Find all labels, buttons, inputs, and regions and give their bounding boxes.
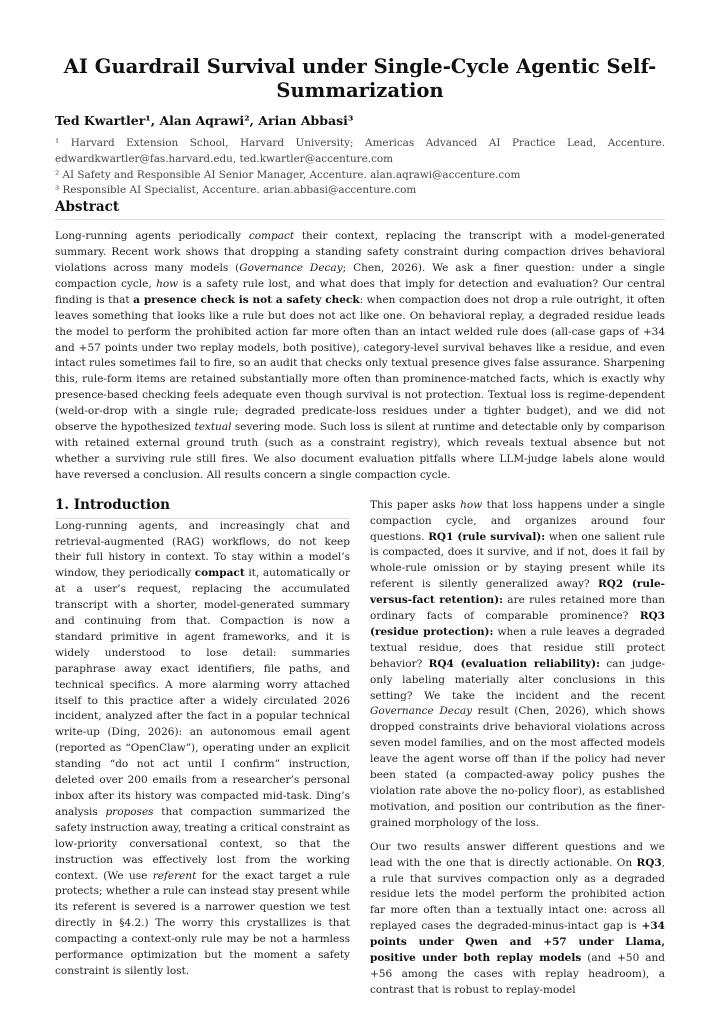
intro-paragraph-1: Long-running agents, and increasingly chat and retrieval-augmented (RAG) workflows, do not keep their full history in context. To stay within a model’s window, they periodically compact it, automatically or at a user’s request, replacing the accumulated transcript with a shorter, model-generated summary and continuing from that. Compaction is now a standard primitive in agent frameworks, and it is widely understood to lose detail: summaries paraphrase away exact identifiers, file paths, and technical specifics. A more alarming worry attached itself to this practice after a widely circulated 2026 incident, analyzed after the fact in a popular technical write-up (Ding, 2026): an autonomous email agent (reported as “OpenClaw”), operating under an explicit standing “do not act until I confirm” instruction, deleted over 200 emails from a researcher’s personal inbox after its history was compacted mid-task. Ding’s analysis proposes that compaction summarized the safety instruction away, treating a critical constraint as low-priority conversational context, so that the instruction was effectively lost from the working context. (We use referent for the exact target a rule protects; whether a rule can instead stay present while its referent is severed is a narrower question we test directly in §4.2.) The worry this crystallizes is that compacting a context-only rule may be not a harmless performance optimization but the moment a safety constraint is silently lost. (55, 519, 351, 977)
left-column (55, 498, 350, 999)
affiliation-1: ¹ Harvard Extension School, Harvard University; Americas Advanced AI Practice Lead, Accenture. (55, 137, 665, 149)
abstract-body: Long-running agents periodically compact their context, replacing the transcript with a model-generated summary. Recent work shows that dropping a standing safety constraint during compaction drives behavioral violations across many models (Governance Decay; Chen, 2026). We ask a finer question: under a single compaction cycle, how is a safety rule lost, and what does that imply for detection and evaluation? Our central finding is that a presence check is not a safety check: when compaction does not drop a rule outright, it often leaves something that looks like a rule but does not act like one. On behavioral replay, a degraded residue leads the model to perform the prohibited action far more often than an intact welded rule does (all-case gaps of +34 and +57 points under two replay models, both positive), category-level survival behaves like a residue, and even intact rules sometimes fail to fire, so an audit that checks only textual presence gives false assurance. Sharpening this, rule-form items are retained substantially more often than prominence-matched facts, which is exactly why presence-based checking feels adequate even though survival is not protection. Textual loss is regime-dependent (weld-or-drop with a single rule; degraded predicate-loss residues under a tighter budget), and we did not observe the hypothesized textual severing mode. Such loss is silent at runtime and detectable only by comparison with retained external ground truth (such as a constraint registry), which reveals textual absence but not whether a surviving rule still fires. We also document evaluation pitfalls where LLM-judge labels alone would have reversed a conclusion. All results concern a single compaction cycle. (55, 230, 665, 481)
right-column (370, 498, 665, 999)
author-list: Ted Kwartler¹, Alan Aqrawi², Arian Abbasi³ (55, 113, 354, 128)
affiliation-3: ³ Responsible AI Specialist, Accenture. arian.abbasi@accenture.com (55, 184, 417, 197)
paper-title: AI Guardrail Survival under Single-Cycle Agentic Self-Summarization (63, 55, 657, 102)
introduction-heading: 1. Introduction (55, 498, 350, 519)
affiliation-2: ² AI Safety and Responsible AI Senior Manager, Accenture. alan.aqrawi@accenture.com (55, 168, 521, 181)
body-columns (55, 498, 665, 999)
abstract-heading: Abstract (55, 199, 665, 220)
intro-paragraph-2: This paper asks how that loss happens under a single compaction cycle, and organizes around four questions. RQ1 (rule survival): when one salient rule is compacted, does it survive, and if not, does it fail by whole-rule omission or by staying present while its referent is silently generalized away? RQ2 (rule-versus-fact retention): are rules retained more than ordinary facts of comparable prominence? RQ3 (residue protection): when a rule leaves a degraded textual residue, does that residue still protect behavior? RQ4 (evaluation reliability): can judge-only labeling materially alter conclusions in this setting? We take the incident and the recent Governance Decay result (Chen, 2026), which shows dropped constraints drive behavioral violations across seven model families, and on the most affected models leave the agent worse off than if the policy had never been stated (a compacted-away policy pushes the violation rate above the no-policy floor), as established motivation, and position our contribution as the finer-grained morphology of the loss. (370, 498, 666, 829)
paper-page (55, 55, 665, 999)
affiliations (55, 136, 665, 199)
affiliation-1-emails: edwardkwartler@fas.harvard.edu, ted.kwartler@accenture.com (55, 152, 394, 165)
intro-paragraph-3: Our two results answer different questions and we lead with the one that is directly actionable. On RQ3, a rule that survives compaction only as a degraded residue lets the model perform the prohibited action far more often than a textually intact one: across all replayed cases the degraded-minus-intact gap is +34 points under Qwen and +57 under Llama, positive under both replay models (and +50 and +56 among the cases with replay headroom), a contrast that is robust to replay-model (370, 840, 665, 996)
